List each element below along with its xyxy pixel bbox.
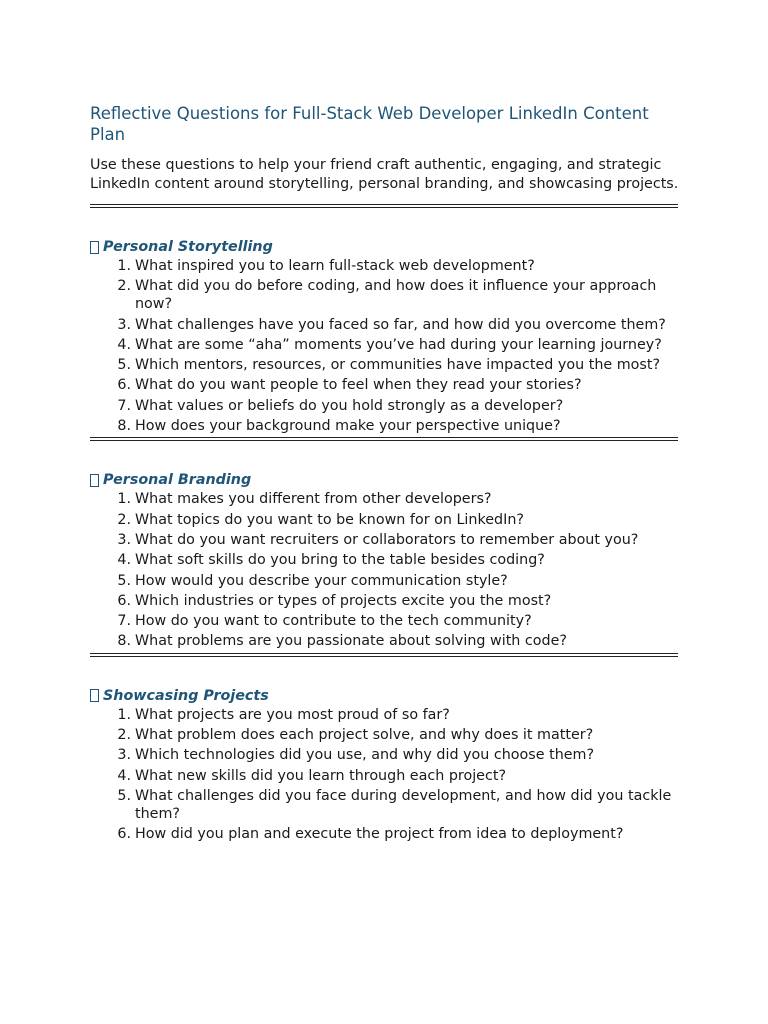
list-item	[90, 592, 675, 610]
storytelling-icon	[90, 241, 99, 254]
list-number: 8.	[117, 633, 131, 650]
page-title: Reflective Questions for Full-Stack Web Developer LinkedIn Content Plan	[90, 104, 649, 144]
list-number: 6.	[117, 826, 131, 843]
list-number: 6.	[117, 377, 131, 394]
divider	[90, 437, 678, 441]
list-item	[90, 316, 675, 334]
question-text: Which mentors, resources, or communities have impacted you the most?	[135, 357, 661, 374]
list-item	[90, 531, 675, 549]
list-number: 7.	[117, 397, 131, 414]
list-item	[90, 551, 675, 569]
list-item	[90, 417, 675, 435]
question-text: What makes you different from other developers?	[135, 491, 492, 508]
list-item	[90, 572, 675, 590]
list-item	[90, 787, 675, 823]
question-list	[90, 706, 680, 843]
question-text: What inspired you to learn full-stack web development?	[135, 258, 535, 274]
question-text: What new skills did you learn through each project?	[135, 767, 507, 784]
list-number: 6.	[117, 592, 131, 609]
question-text: What did you do before coding, and how does it influence your approach now?	[135, 278, 657, 313]
sections-container	[90, 238, 680, 843]
question-text: What values or beliefs do you hold strongly as a developer?	[135, 397, 564, 414]
list-number: 5.	[117, 357, 131, 374]
list-item	[90, 257, 675, 275]
question-text: How did you plan and execute the project from idea to deployment?	[135, 826, 624, 843]
list-item	[90, 706, 675, 724]
intro-paragraph: Use these questions to help your friend craft authentic, engaging, and strategic LinkedIn content around storytelling, personal branding, and showcasing projects.	[90, 157, 679, 192]
list-item	[90, 277, 675, 313]
question-text: What problems are you passionate about solving with code?	[135, 633, 567, 650]
list-number: 3.	[117, 531, 131, 548]
section-1	[90, 238, 680, 441]
question-text: What challenges did you face during development, and how did you tackle them?	[135, 787, 672, 822]
list-number: 4.	[117, 767, 131, 784]
list-item	[90, 397, 675, 415]
question-text: What do you want recruiters or collaborators to remember about you?	[135, 531, 639, 548]
list-number: 1.	[117, 258, 131, 274]
list-number: 5.	[117, 787, 131, 804]
list-number: 1.	[117, 706, 131, 723]
list-number: 2.	[117, 278, 131, 295]
question-text: What projects are you most proud of so far?	[135, 706, 450, 723]
section-heading	[90, 238, 680, 256]
question-list	[90, 257, 680, 435]
list-item	[90, 726, 675, 744]
section-heading-label: Personal Branding	[103, 472, 252, 489]
list-number: 3.	[117, 316, 131, 333]
document	[90, 103, 680, 846]
question-text: What do you want people to feel when they read your stories?	[135, 377, 582, 394]
list-number: 8.	[117, 418, 131, 435]
section-2	[90, 471, 680, 656]
question-text: What are some “aha” moments you’ve had during your learning journey?	[135, 336, 662, 353]
question-text: Which industries or types of projects excite you the most?	[135, 592, 552, 609]
question-text: What challenges have you faced so far, and how did you overcome them?	[135, 316, 666, 333]
question-text: How does your background make your perspective unique?	[135, 418, 561, 435]
section-heading	[90, 471, 680, 489]
list-item	[90, 632, 675, 650]
question-text: What problem does each project solve, and why does it matter?	[135, 727, 594, 744]
question-text: Which technologies did you use, and why did you choose them?	[135, 747, 595, 764]
list-item	[90, 376, 675, 394]
list-item	[90, 356, 675, 374]
section-heading-label: Personal Storytelling	[103, 239, 273, 255]
list-item	[90, 511, 675, 529]
list-item	[90, 767, 675, 785]
section-heading-label: Showcasing Projects	[103, 687, 269, 704]
branding-icon	[90, 474, 99, 487]
list-number: 1.	[117, 491, 131, 508]
list-number: 3.	[117, 747, 131, 764]
question-text: How would you describe your communication style?	[135, 572, 508, 589]
question-text: What topics do you want to be known for on LinkedIn?	[135, 511, 524, 528]
question-text: How do you want to contribute to the tech community?	[135, 613, 532, 630]
section-3	[90, 687, 680, 843]
question-text: What soft skills do you bring to the table besides coding?	[135, 552, 545, 569]
list-item	[90, 825, 675, 843]
question-list	[90, 490, 680, 650]
list-number: 2.	[117, 727, 131, 744]
list-number: 4.	[117, 552, 131, 569]
divider	[90, 653, 678, 657]
list-item	[90, 336, 675, 354]
list-item	[90, 746, 675, 764]
list-number: 2.	[117, 511, 131, 528]
list-item	[90, 612, 675, 630]
list-item	[90, 490, 675, 508]
list-number: 7.	[117, 613, 131, 630]
section-heading	[90, 687, 680, 705]
list-number: 4.	[117, 336, 131, 353]
divider	[90, 204, 678, 208]
projects-icon	[90, 689, 99, 702]
list-number: 5.	[117, 572, 131, 589]
